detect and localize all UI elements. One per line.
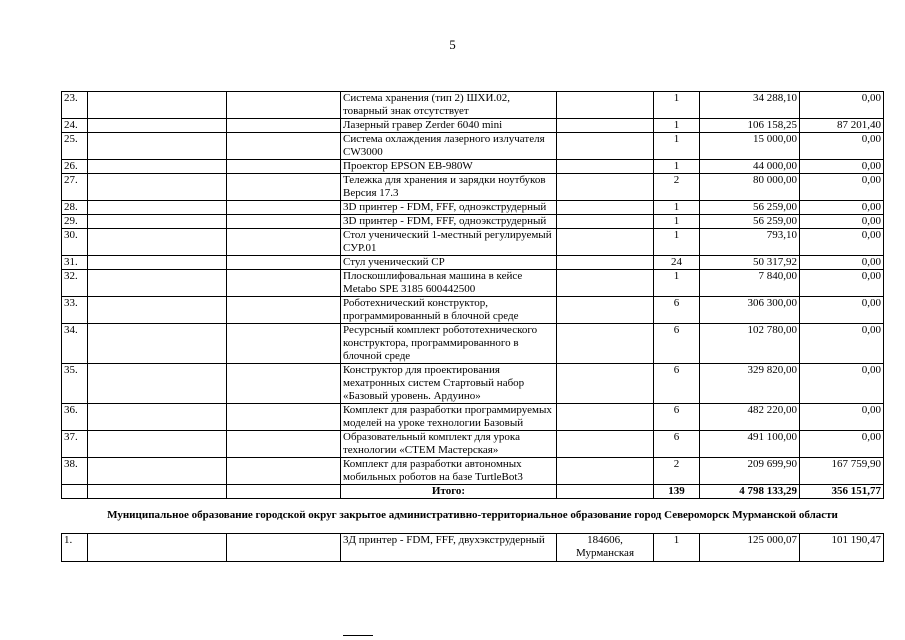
row-qty: 1 [654, 133, 700, 160]
row-name: Система охлаждения лазерного излучателя CW3000 [341, 133, 557, 160]
row-extra: 0,00 [800, 324, 884, 364]
cell [227, 229, 341, 256]
row-qty: 1 [654, 201, 700, 215]
cell [227, 297, 341, 324]
row-name: Конструктор для проектирования мехатронных систем Стартовый набор «Базовый уровень. Ардуино» [341, 364, 557, 404]
row-sum: 306 300,00 [700, 297, 800, 324]
total-qty: 139 [654, 485, 700, 499]
cell [227, 485, 341, 499]
section-data-row [62, 534, 884, 562]
row-sum: 106 158,25 [700, 119, 800, 133]
row-qty: 1 [654, 534, 700, 562]
table-row [62, 270, 884, 297]
equipment-table [61, 91, 884, 562]
row-sum: 125 000,07 [700, 534, 800, 562]
row-name: Проектор EPSON EB-980W [341, 160, 557, 174]
cell [88, 215, 227, 229]
table-body [62, 92, 884, 485]
row-qty: 1 [654, 119, 700, 133]
row-qty: 6 [654, 297, 700, 324]
row-num: 30. [62, 229, 88, 256]
total-row [62, 485, 884, 499]
section-header-row [62, 499, 884, 534]
row-extra: 0,00 [800, 364, 884, 404]
row-qty: 6 [654, 404, 700, 431]
cell [557, 270, 654, 297]
table-row [62, 215, 884, 229]
row-qty: 6 [654, 431, 700, 458]
row-extra: 0,00 [800, 270, 884, 297]
row-extra: 0,00 [800, 133, 884, 160]
row-extra: 87 201,40 [800, 119, 884, 133]
table-row [62, 297, 884, 324]
row-num: 37. [62, 431, 88, 458]
row-extra: 0,00 [800, 297, 884, 324]
table-row [62, 256, 884, 270]
table-row [62, 458, 884, 485]
row-num: 26. [62, 160, 88, 174]
row-sum: 44 000,00 [700, 160, 800, 174]
row-extra: 0,00 [800, 256, 884, 270]
cell [227, 119, 341, 133]
row-num: 34. [62, 324, 88, 364]
row-name: Образовательный комплект для урока технологии «СТЕМ Мастерская» [341, 431, 557, 458]
row-qty: 1 [654, 270, 700, 297]
page-bottom-mark [343, 635, 373, 636]
cell [227, 534, 341, 562]
cell [557, 256, 654, 270]
row-qty: 2 [654, 174, 700, 201]
section-title: Муниципальное образование городской округ закрытое административно-территориальное образование город Североморск Мурманской области [62, 499, 884, 534]
cell [557, 174, 654, 201]
row-extra: 101 190,47 [800, 534, 884, 562]
row-name: Лазерный гравер Zerder 6040 mini [341, 119, 557, 133]
cell [227, 92, 341, 119]
row-sum: 80 000,00 [700, 174, 800, 201]
row-extra: 167 759,90 [800, 458, 884, 485]
cell [88, 119, 227, 133]
row-qty: 1 [654, 229, 700, 256]
cell [557, 92, 654, 119]
row-qty: 1 [654, 92, 700, 119]
row-name: Система хранения (тип 2) ШХИ.02, товарный знак отсутствует [341, 92, 557, 119]
cell [88, 229, 227, 256]
cell [557, 485, 654, 499]
table-row [62, 133, 884, 160]
row-sum: 34 288,10 [700, 92, 800, 119]
row-num: 33. [62, 297, 88, 324]
cell [62, 485, 88, 499]
cell [88, 92, 227, 119]
row-num: 24. [62, 119, 88, 133]
cell [557, 404, 654, 431]
row-num: 35. [62, 364, 88, 404]
row-num: 1. [62, 534, 88, 562]
cell [88, 534, 227, 562]
cell [557, 364, 654, 404]
cell [227, 270, 341, 297]
table-row [62, 119, 884, 133]
cell [557, 215, 654, 229]
total-extra: 356 151,77 [800, 485, 884, 499]
row-num: 28. [62, 201, 88, 215]
cell [557, 324, 654, 364]
row-sum: 491 100,00 [700, 431, 800, 458]
row-sum: 102 780,00 [700, 324, 800, 364]
total-label: Итого: [341, 485, 557, 499]
table-row [62, 174, 884, 201]
cell [557, 119, 654, 133]
cell [88, 256, 227, 270]
table-row [62, 201, 884, 215]
cell [88, 431, 227, 458]
row-num: 36. [62, 404, 88, 431]
row-num: 25. [62, 133, 88, 160]
row-extra: 0,00 [800, 174, 884, 201]
row-sum: 209 699,90 [700, 458, 800, 485]
row-qty: 2 [654, 458, 700, 485]
table-row [62, 229, 884, 256]
cell [227, 458, 341, 485]
cell [88, 201, 227, 215]
row-extra: 0,00 [800, 229, 884, 256]
row-num: 23. [62, 92, 88, 119]
row-sum: 56 259,00 [700, 215, 800, 229]
row-name: 3D принтер - FDM, FFF, одноэкструдерный [341, 201, 557, 215]
row-name: Комплект для разработки автономных мобильных роботов на базе TurtleBot3 [341, 458, 557, 485]
cell [88, 324, 227, 364]
cell [227, 404, 341, 431]
row-qty: 1 [654, 160, 700, 174]
table-row [62, 92, 884, 119]
row-num: 38. [62, 458, 88, 485]
cell [557, 431, 654, 458]
cell [557, 160, 654, 174]
cell [227, 160, 341, 174]
row-extra: 0,00 [800, 215, 884, 229]
row-name: Плоскошлифовальная машина в кейсе Metabo SPE 3185 600442500 [341, 270, 557, 297]
row-sum: 50 317,92 [700, 256, 800, 270]
cell [227, 431, 341, 458]
row-extra: 0,00 [800, 160, 884, 174]
table-row [62, 324, 884, 364]
total-sum: 4 798 133,29 [700, 485, 800, 499]
cell [557, 229, 654, 256]
cell [227, 174, 341, 201]
cell [227, 256, 341, 270]
row-num: 31. [62, 256, 88, 270]
cell [88, 458, 227, 485]
cell [557, 133, 654, 160]
cell [88, 404, 227, 431]
row-num: 29. [62, 215, 88, 229]
cell [88, 270, 227, 297]
cell [88, 174, 227, 201]
cell [88, 160, 227, 174]
row-sum: 7 840,00 [700, 270, 800, 297]
cell [88, 297, 227, 324]
cell [88, 133, 227, 160]
cell [557, 201, 654, 215]
row-extra: 0,00 [800, 431, 884, 458]
table-row [62, 364, 884, 404]
cell [557, 297, 654, 324]
cell [227, 133, 341, 160]
row-sum: 329 820,00 [700, 364, 800, 404]
row-name: Комплект для разработки программируемых моделей на уроке технологии Базовый [341, 404, 557, 431]
row-name: 3D принтер - FDM, FFF, одноэкструдерный [341, 215, 557, 229]
table-row [62, 404, 884, 431]
row-sum: 482 220,00 [700, 404, 800, 431]
table-row [62, 160, 884, 174]
row-sum: 15 000,00 [700, 133, 800, 160]
row-sum: 56 259,00 [700, 201, 800, 215]
cell [227, 201, 341, 215]
row-extra: 0,00 [800, 404, 884, 431]
cell [88, 364, 227, 404]
cell [227, 215, 341, 229]
row-name: Тележка для хранения и зарядки ноутбуков Версия 17.3 [341, 174, 557, 201]
row-sum: 793,10 [700, 229, 800, 256]
row-extra: 0,00 [800, 92, 884, 119]
table-row [62, 431, 884, 458]
row-name: Стол ученический 1-местный регулируемый СУР.01 [341, 229, 557, 256]
row-name: 3Д принтер - FDM, FFF, двухэкструдерный [341, 534, 557, 562]
cell [227, 324, 341, 364]
row-name: Ресурсный комплект робототехнического конструктора, программированного в блочной среде [341, 324, 557, 364]
row-qty: 24 [654, 256, 700, 270]
cell [557, 458, 654, 485]
cell [227, 364, 341, 404]
row-address: 184606, Мурманская [557, 534, 654, 562]
row-name: Стул ученический СР [341, 256, 557, 270]
row-qty: 6 [654, 364, 700, 404]
row-num: 27. [62, 174, 88, 201]
row-qty: 1 [654, 215, 700, 229]
page-number: 5 [449, 37, 456, 52]
row-extra: 0,00 [800, 201, 884, 215]
row-num: 32. [62, 270, 88, 297]
row-name: Роботехнический конструктор, программированный в блочной среде [341, 297, 557, 324]
cell [88, 485, 227, 499]
row-qty: 6 [654, 324, 700, 364]
